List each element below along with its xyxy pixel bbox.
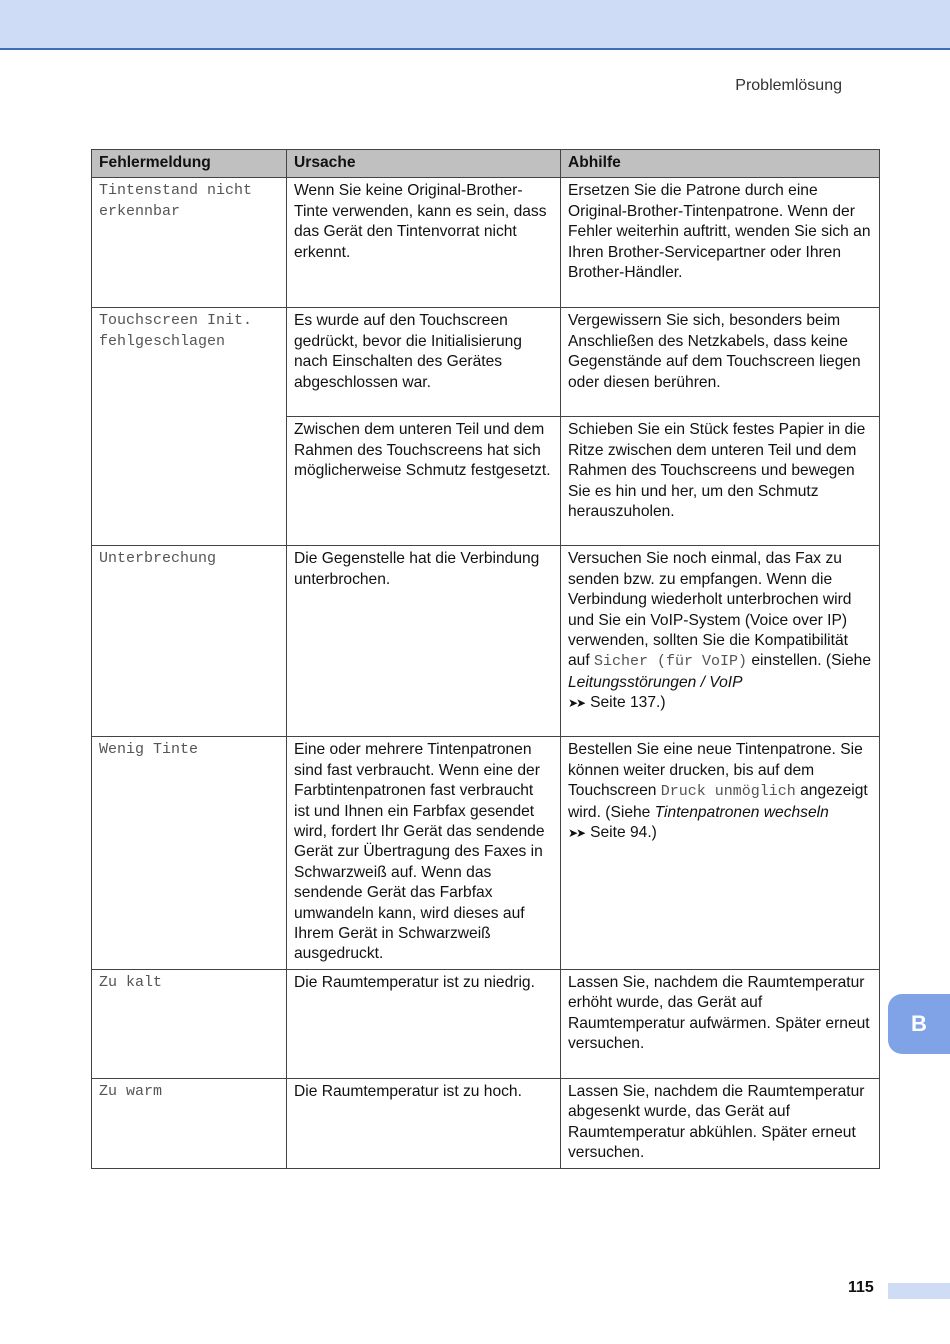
remedy-cell: Lassen Sie, nachdem die Raumtemperatur erhöht wurde, das Gerät auf Raumtemperatur aufwärmen. Später erneut versuchen. [561, 969, 880, 1078]
remedy-cell: Versuchen Sie noch einmal, das Fax zu senden bzw. zu empfangen. Wenn die Verbindung wiederholt unterbrochen wird und Sie ein VoIP-System (Voice over IP) verwenden, sollten Sie die Kompatibilität auf Sicher (für VoIP) einstellen. (Siehe Leitungsstörungen / VoIP ➤➤ Seite 137.) [561, 546, 880, 737]
display-message-text: Sicher (für VoIP) [594, 653, 748, 671]
cause-cell: Zwischen dem unteren Teil und dem Rahmen des Touchscreens hat sich möglicherweise Schmutz festgesetzt. [287, 417, 561, 546]
reference-link[interactable]: Leitungsstörungen / VoIP [568, 673, 743, 691]
reference-link[interactable]: Tintenpatronen wechseln [654, 803, 829, 821]
page-reference-arrow-icon: ➤➤ [568, 696, 585, 711]
chapter-tab: B [888, 994, 950, 1054]
error-message-cell: Unterbrechung [92, 546, 287, 737]
error-message-cell: Tintenstand nicht erkennbar [92, 178, 287, 308]
remedy-cell: Ersetzen Sie die Patrone durch eine Original-Brother-Tintenpatrone. Wenn der Fehler weiterhin auftritt, wenden Sie sich an Ihren Brother-Servicepartner oder Ihren Brother-Händler. [561, 178, 880, 308]
page-number: 115 [848, 1279, 874, 1296]
display-message-text: Druck unmöglich [660, 783, 796, 801]
cause-cell: Die Raumtemperatur ist zu hoch. [287, 1078, 561, 1168]
table-row [92, 737, 880, 969]
footer-band [888, 1283, 950, 1299]
cause-cell: Wenn Sie keine Original-Brother-Tinte verwenden, kann es sein, dass das Gerät den Tintenvorrat nicht erkennt. [287, 178, 561, 308]
cause-cell: Eine oder mehrere Tintenpatronen sind fast verbraucht. Wenn eine der Farbtintenpatronen fast verbraucht ist und Ihnen ein Farbfax gesendet wird, fordert Ihr Gerät das sendende Gerät zur Übertragung des Faxes in Schwarzweiß auf. Wenn das sendende Gerät das Farbfax umwandeln kann, wird dieses auf Ihrem Gerät in Schwarzweiß ausgedruckt. [287, 737, 561, 969]
column-header-message: Fehlermeldung [92, 150, 287, 178]
table-row [92, 546, 880, 737]
remedy-cell: Lassen Sie, nachdem die Raumtemperatur abgesenkt wurde, das Gerät auf Raumtemperatur abkühlen. Später erneut versuchen. [561, 1078, 880, 1168]
remedy-cell: Bestellen Sie eine neue Tintenpatrone. Sie können weiter drucken, bis auf dem Touchscreen Druck unmöglich angezeigt wird. (Siehe Tintenpatronen wechseln ➤➤ Seite 94.) [561, 737, 880, 969]
error-message-cell: Zu kalt [92, 969, 287, 1078]
error-message-cell: Touchscreen Init. fehlgeschlagen [92, 308, 287, 546]
cause-cell: Die Gegenstelle hat die Verbindung unterbrochen. [287, 546, 561, 737]
column-header-cause: Ursache [287, 150, 561, 178]
page-reference-arrow-icon: ➤➤ [568, 826, 585, 841]
remedy-cell: Schieben Sie ein Stück festes Papier in die Ritze zwischen dem unteren Teil und dem Rahmen des Touchscreens und bewegen Sie es hin und her, um den Schmutz herauszuholen. [561, 417, 880, 546]
table-header-row [92, 150, 880, 178]
table-row [92, 969, 880, 1078]
error-message-table [91, 149, 880, 1169]
header-band [0, 0, 950, 50]
remedy-cell: Vergewissern Sie sich, besonders beim Anschließen des Netzkabels, dass keine Gegenstände auf dem Touchscreen liegen oder diesen berühren. [561, 308, 880, 417]
cause-cell: Die Raumtemperatur ist zu niedrig. [287, 969, 561, 1078]
table-row [92, 1078, 880, 1168]
table-row [92, 308, 880, 417]
table-row [92, 178, 880, 308]
section-title: Problemlösung [735, 77, 842, 94]
column-header-remedy: Abhilfe [561, 150, 880, 178]
cause-cell: Es wurde auf den Touchscreen gedrückt, bevor die Initialisierung nach Einschalten des Gerätes abgeschlossen war. [287, 308, 561, 417]
error-message-cell: Zu warm [92, 1078, 287, 1168]
error-message-cell: Wenig Tinte [92, 737, 287, 969]
